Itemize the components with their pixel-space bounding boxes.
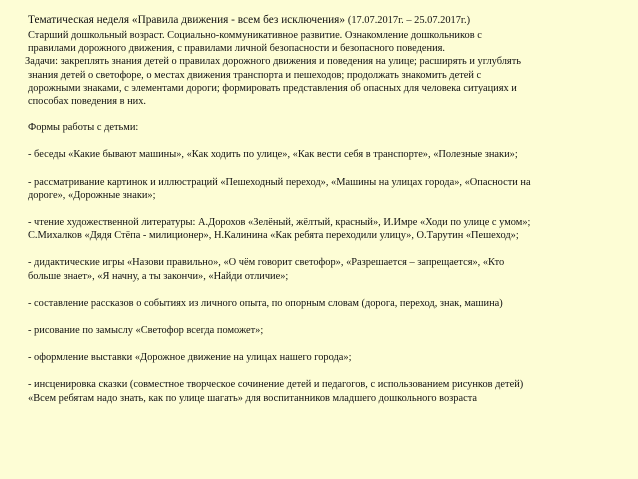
list-item-line: - рассматривание картинок и иллюстраций «Пешеходный переход», «Машины на улицах города», «Опасности на <box>28 176 531 188</box>
list-item-line: дороге», «Дорожные знаки»; <box>28 189 156 201</box>
title-dates: (17.07.2017г. – 25.07.2017г.) <box>347 15 471 26</box>
title-main: Тематическая неделя «Правила движения - всем без исключения» <box>28 14 346 26</box>
list-item-line: больше знает», «Я начну, а ты закончи», «Найди отличие»; <box>28 270 289 282</box>
list-item-line: - инсценировка сказки (совместное творческое сочинение детей и педагогов, с использованием рисунков детей) <box>28 379 524 391</box>
list-item: - беседы «Какие бывают машины», «Как ходить по улице», «Как вести себя в транспорте», «Полезные знаки»; <box>28 149 518 161</box>
list-item: - составление рассказов о событиях из личного опыта, по опорным словам (дорога, переход, знак, машина) <box>28 297 503 309</box>
list-item-line: - чтение художественной литературы: А.Дорохов «Зелёный, жёлтый, красный», И.Имре «Ходи по улице с умом»; <box>28 217 531 229</box>
page-title <box>28 13 630 28</box>
intro-line: Старший дошкольный возраст. Социально-коммуникативное развитие. Ознакомление дошкольников с <box>28 30 482 41</box>
list-item: - оформление выставки «Дорожное движение на улицах нашего города»; <box>28 352 352 364</box>
forms-heading: Формы работы с детьми: <box>28 122 139 134</box>
list-item-line: С.Михалков «Дядя Стёпа - милиционер», Н.Калинина «Как ребята переходили улицу», О.Тарутин «Пешеход»; <box>28 230 519 242</box>
tasks-line: Задачи: закреплять знания детей о правилах дорожного движения и поведения на улице; расширять и углублять <box>25 56 521 68</box>
intro-line: правилами дорожного движения, с правилами личной безопасности и безопасного поведения. <box>28 43 446 55</box>
tasks-paragraph <box>25 55 630 108</box>
tasks-line: способах поведения в них. <box>28 96 147 108</box>
tasks-line: дорожными знаками, с элементами дороги; формировать представления об опасных для человека ситуациях и <box>28 82 517 94</box>
list-item <box>28 256 630 282</box>
list-item-line: «Всем ребятам надо знать, как по улице шагать» для воспитанников младшего дошкольного возраста <box>28 392 477 404</box>
list-item <box>28 216 630 242</box>
list-item: - рисование по замыслу «Светофор всегда поможет»; <box>28 325 264 337</box>
list-item <box>28 176 630 202</box>
list-item <box>28 378 630 404</box>
list-item-line: - дидактические игры «Назови правильно», «О чём говорит светофор», «Разрешается – запрещается», «Кто <box>28 257 505 269</box>
intro-paragraph <box>28 29 630 55</box>
tasks-line: знания детей о светофоре, о местах движения транспорта и пешеходов; продолжать знакомить детей с <box>28 69 482 81</box>
